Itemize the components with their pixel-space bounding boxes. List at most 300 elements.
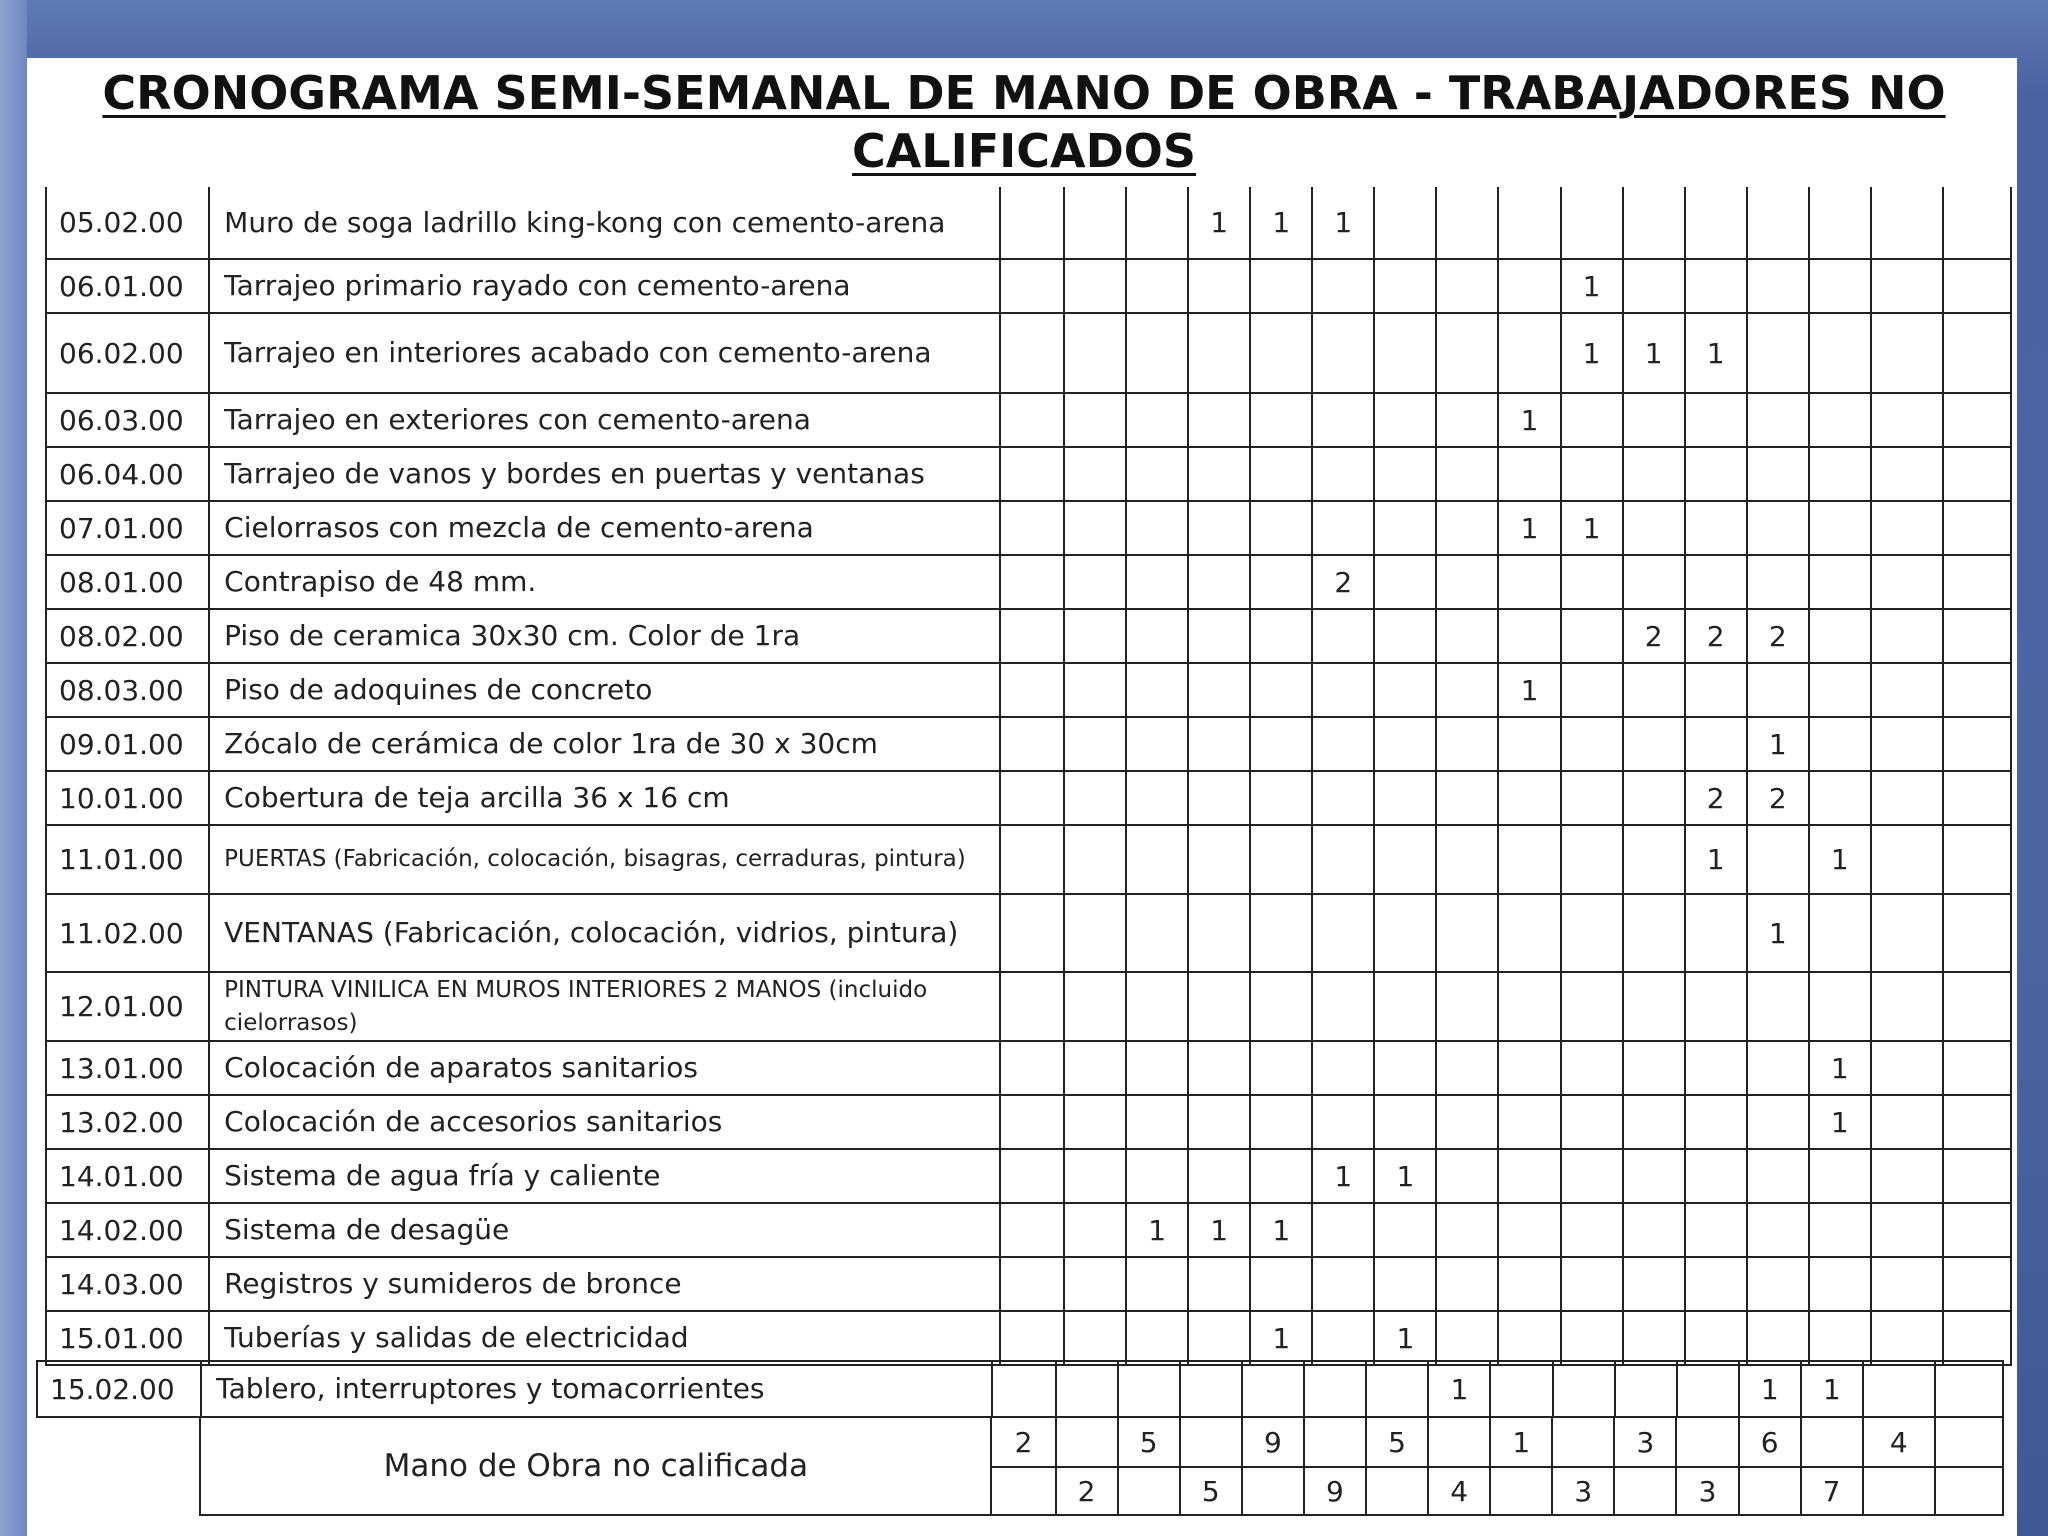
period-cell [1809,771,1871,825]
total-value: 4 [1428,1467,1490,1515]
period-cell [1685,555,1747,609]
period-cell [1747,447,1809,501]
period-cell [1118,1361,1180,1417]
period-cell [1685,1095,1747,1149]
item-description: Sistema de desagüe [209,1203,1000,1257]
period-cell [1863,1361,1935,1417]
period-cell [1000,447,1064,501]
period-cell [1126,555,1188,609]
period-cell: 1 [1809,825,1871,894]
period-cell [1498,717,1560,771]
period-cell [1623,1095,1685,1149]
period-cell [1809,501,1871,555]
period-cell [1871,717,1943,771]
period-cell [1064,1311,1126,1365]
period-cell: 1 [1188,1203,1250,1257]
period-cell [1685,259,1747,313]
period-cell [1436,501,1498,555]
period-cell [1436,972,1498,1041]
item-code: 11.01.00 [46,825,209,894]
period-cell [1312,1203,1374,1257]
period-cell [1312,259,1374,313]
total-value [1801,1417,1863,1467]
period-cell [1312,1041,1374,1095]
period-cell [1188,1149,1250,1203]
page-title [0,64,2048,180]
period-cell [1436,555,1498,609]
period-cell [1436,447,1498,501]
period-cell [1436,313,1498,393]
period-cell [1685,447,1747,501]
period-cell [1871,1041,1943,1095]
period-cell [1000,1203,1064,1257]
period-cell [1188,393,1250,447]
table-row [46,1257,2011,1311]
period-cell [1943,717,2011,771]
period-cell [1188,501,1250,555]
period-cell [1064,771,1126,825]
period-cell [1871,771,1943,825]
period-cell [1871,894,1943,972]
period-cell [1561,1203,1623,1257]
period-cell: 1 [1188,187,1250,259]
period-cell [1126,663,1188,717]
period-cell [1809,187,1871,259]
period-cell [1250,771,1312,825]
period-cell [1000,609,1064,663]
total-value: 5 [1180,1467,1242,1515]
period-cell [1126,393,1188,447]
period-cell [1871,187,1943,259]
title-line-2: CALIFICADOS [851,124,1197,178]
total-value: 9 [1304,1467,1366,1515]
period-cell [1809,1149,1871,1203]
period-cell [1498,1149,1560,1203]
item-code: 07.01.00 [46,501,209,555]
period-cell [1685,1203,1747,1257]
item-description: Piso de adoquines de concreto [209,663,1000,717]
total-value [1180,1417,1242,1467]
period-cell [1064,1041,1126,1095]
period-cell [1242,1361,1304,1417]
period-cell [1809,894,1871,972]
period-cell [1561,187,1623,259]
period-cell [1000,1095,1064,1149]
period-cell [1943,1095,2011,1149]
table-row [46,259,2011,313]
period-cell: 1 [1250,187,1312,259]
period-cell: 1 [1739,1361,1801,1417]
period-cell [1064,1095,1126,1149]
table-row [46,555,2011,609]
period-cell [1871,1203,1943,1257]
period-cell [1561,447,1623,501]
period-cell [1312,972,1374,1041]
period-cell [1498,313,1560,393]
total-value: 2 [1056,1467,1118,1515]
item-code: 14.03.00 [46,1257,209,1311]
item-code: 14.02.00 [46,1203,209,1257]
total-value: 6 [1739,1417,1801,1467]
period-cell [1250,447,1312,501]
period-cell [1871,313,1943,393]
period-cell [1747,1203,1809,1257]
period-cell [1312,1311,1374,1365]
period-cell [1436,771,1498,825]
schedule-table [45,187,2012,1366]
period-cell [1561,663,1623,717]
labor-total-table [36,1416,2004,1516]
item-description: Cielorrasos con mezcla de cemento-arena [209,501,1000,555]
total-value: 5 [1118,1417,1180,1467]
period-cell [1064,1149,1126,1203]
item-description: PUERTAS (Fabricación, colocación, bisagras, cerraduras, pintura) [209,825,1000,894]
period-cell [1000,717,1064,771]
period-cell [1000,972,1064,1041]
period-cell [1126,313,1188,393]
period-cell [1623,894,1685,972]
item-description: Tarrajeo de vanos y bordes en puertas y ventanas [209,447,1000,501]
total-value [991,1467,1055,1515]
period-cell [1561,1095,1623,1149]
item-description: Tarrajeo primario rayado con cemento-arena [209,259,1000,313]
item-description: Tablero, interruptores y tomacorrientes [201,1361,992,1417]
period-cell [1623,393,1685,447]
period-cell [1498,259,1560,313]
table-row [46,771,2011,825]
table-row [46,187,2011,259]
period-cell [1561,1311,1623,1365]
total-value: 9 [1242,1417,1304,1467]
item-code: 12.01.00 [46,972,209,1041]
item-code: 06.02.00 [46,313,209,393]
total-value [1935,1417,2003,1467]
period-cell [1250,1149,1312,1203]
period-cell [1623,972,1685,1041]
period-cell [1064,1257,1126,1311]
period-cell: 1 [1747,717,1809,771]
period-cell: 2 [1685,771,1747,825]
period-cell: 2 [1747,609,1809,663]
period-cell [1126,825,1188,894]
total-value [1304,1417,1366,1467]
table-row [46,313,2011,393]
period-cell [1623,501,1685,555]
period-cell [1809,447,1871,501]
period-cell [1871,972,1943,1041]
period-cell: 1 [1623,313,1685,393]
period-cell [1747,393,1809,447]
period-cell [1561,972,1623,1041]
period-cell [1747,555,1809,609]
period-cell [1188,555,1250,609]
total-value [1863,1467,1935,1515]
period-cell [1809,393,1871,447]
period-cell [1064,609,1126,663]
period-cell: 1 [1561,259,1623,313]
period-cell [1126,1041,1188,1095]
total-value [1935,1467,2003,1515]
period-cell [1250,663,1312,717]
period-cell [1000,894,1064,972]
item-description: Sistema de agua fría y caliente [209,1149,1000,1203]
item-code: 13.02.00 [46,1095,209,1149]
period-cell [1126,187,1188,259]
period-cell [1623,1041,1685,1095]
total-value [1552,1417,1614,1467]
period-cell [1943,972,2011,1041]
period-cell [1436,825,1498,894]
period-cell [1561,1041,1623,1095]
period-cell [1126,609,1188,663]
period-cell [1685,1257,1747,1311]
total-value: 1 [1490,1417,1552,1467]
period-cell [1498,555,1560,609]
item-code: 06.03.00 [46,393,209,447]
period-cell [1943,313,2011,393]
period-cell [1685,393,1747,447]
item-code: 10.01.00 [46,771,209,825]
item-description: Tuberías y salidas de electricidad [209,1311,1000,1365]
period-cell [1943,501,2011,555]
period-cell: 1 [1561,501,1623,555]
total-value [1118,1467,1180,1515]
period-cell [1943,1041,2011,1095]
table-row [46,609,2011,663]
period-cell [1436,187,1498,259]
period-cell [1188,609,1250,663]
period-cell [1747,1041,1809,1095]
item-description: Piso de ceramica 30x30 cm. Color de 1ra [209,609,1000,663]
period-cell [1250,825,1312,894]
period-cell [1943,894,2011,972]
period-cell: 1 [1747,894,1809,972]
period-cell [1126,1095,1188,1149]
period-cell [1943,1257,2011,1311]
period-cell [1250,717,1312,771]
period-cell [1943,1311,2011,1365]
period-cell: 2 [1685,609,1747,663]
period-cell [1436,894,1498,972]
period-cell [1943,1203,2011,1257]
period-cell [1374,717,1436,771]
total-value: 4 [1863,1417,1935,1467]
title-line-1: CRONOGRAMA SEMI-SEMANAL DE MANO DE OBRA - TRABAJADORES NO [102,66,1946,120]
period-cell [1312,663,1374,717]
table-row [46,894,2011,972]
period-cell [1436,393,1498,447]
item-description: Tarrajeo en exteriores con cemento-arena [209,393,1000,447]
item-code: 15.02.00 [37,1361,201,1417]
period-cell [992,1361,1056,1417]
item-code: 14.01.00 [46,1149,209,1203]
period-cell [1374,609,1436,663]
period-cell [1374,1257,1436,1311]
period-cell [1126,1257,1188,1311]
period-cell [1623,259,1685,313]
period-cell [1747,1311,1809,1365]
period-cell [1126,717,1188,771]
total-spacer [36,1417,200,1515]
period-cell [1943,771,2011,825]
period-cell [1312,447,1374,501]
period-cell [1188,259,1250,313]
period-cell [1000,1311,1064,1365]
period-cell [1871,393,1943,447]
item-description: PINTURA VINILICA EN MUROS INTERIORES 2 MANOS (incluido cielorrasos) [209,972,1000,1041]
period-cell [1188,717,1250,771]
period-cell [1685,717,1747,771]
period-cell [1374,663,1436,717]
period-cell [1623,1203,1685,1257]
period-cell [1809,609,1871,663]
period-cell [1000,555,1064,609]
period-cell [1871,1311,1943,1365]
period-cell [1490,1361,1552,1417]
item-code: 06.01.00 [46,259,209,313]
period-cell [1747,313,1809,393]
period-cell [1312,894,1374,972]
table-row [46,393,2011,447]
period-cell [1374,894,1436,972]
period-cell [1188,825,1250,894]
period-cell [1064,972,1126,1041]
item-description: Tarrajeo en interiores acabado con cemento-arena [209,313,1000,393]
period-cell [1064,259,1126,313]
total-value: 2 [991,1417,1055,1467]
schedule-last-row-table [36,1360,2004,1418]
period-cell [1943,447,2011,501]
period-cell [1374,972,1436,1041]
period-cell [1188,1311,1250,1365]
period-cell [1188,1095,1250,1149]
period-cell [1561,1149,1623,1203]
total-value [1366,1467,1428,1515]
period-cell [1000,259,1064,313]
period-cell [1498,1095,1560,1149]
period-cell [1374,447,1436,501]
period-cell [1943,825,2011,894]
period-cell [1685,1041,1747,1095]
period-cell [1064,825,1126,894]
period-cell [1677,1361,1739,1417]
period-cell [1498,771,1560,825]
item-code: 08.03.00 [46,663,209,717]
period-cell [1374,501,1436,555]
period-cell [1498,1203,1560,1257]
period-cell [1685,187,1747,259]
period-cell [1935,1361,2003,1417]
period-cell [1250,894,1312,972]
period-cell [1188,663,1250,717]
period-cell [1685,894,1747,972]
period-cell [1436,259,1498,313]
item-description: Colocación de accesorios sanitarios [209,1095,1000,1149]
period-cell: 1 [1498,663,1560,717]
period-cell [1188,771,1250,825]
item-code: 13.01.00 [46,1041,209,1095]
period-cell [1809,1311,1871,1365]
table-row [46,501,2011,555]
period-cell [1623,1149,1685,1203]
total-value [1676,1417,1738,1467]
period-cell [1366,1361,1428,1417]
period-cell [1312,771,1374,825]
period-cell [1312,1095,1374,1149]
period-cell [1498,894,1560,972]
period-cell [1056,1361,1118,1417]
table-row [46,663,2011,717]
period-cell [1000,1041,1064,1095]
period-cell [1312,825,1374,894]
period-cell [1188,313,1250,393]
period-cell [1000,825,1064,894]
period-cell [1188,894,1250,972]
period-cell [1871,259,1943,313]
period-cell [1809,663,1871,717]
period-cell [1561,771,1623,825]
period-cell [1809,717,1871,771]
period-cell [1623,447,1685,501]
period-cell [1436,663,1498,717]
period-cell: 1 [1685,825,1747,894]
item-code: 11.02.00 [46,894,209,972]
item-code: 09.01.00 [46,717,209,771]
period-cell [1623,825,1685,894]
period-cell [1374,771,1436,825]
period-cell [1871,447,1943,501]
period-cell [1623,1257,1685,1311]
period-cell [1064,1203,1126,1257]
period-cell [1064,501,1126,555]
period-cell [1250,1041,1312,1095]
period-cell [1615,1361,1677,1417]
period-cell [1312,393,1374,447]
period-cell [1871,1095,1943,1149]
period-cell: 1 [1312,187,1374,259]
period-cell [1943,609,2011,663]
period-cell [1188,447,1250,501]
period-cell [1623,187,1685,259]
period-cell [1436,1041,1498,1095]
period-cell [1374,393,1436,447]
period-cell [1623,663,1685,717]
period-cell [1000,771,1064,825]
period-cell [1250,972,1312,1041]
table-row [46,717,2011,771]
period-cell [1436,717,1498,771]
period-cell [1943,555,2011,609]
period-cell [1250,501,1312,555]
period-cell [1871,1257,1943,1311]
period-cell [1498,825,1560,894]
period-cell [1064,555,1126,609]
period-cell: 1 [1685,313,1747,393]
period-cell [1064,393,1126,447]
period-cell [1126,771,1188,825]
period-cell [1250,1095,1312,1149]
period-cell [1685,1311,1747,1365]
period-cell [1623,717,1685,771]
total-value: 3 [1552,1467,1614,1515]
total-value [1739,1467,1801,1515]
period-cell: 1 [1374,1149,1436,1203]
total-value: 7 [1801,1467,1863,1515]
period-cell: 1 [1809,1041,1871,1095]
period-cell [1809,1257,1871,1311]
period-cell [1747,1149,1809,1203]
total-value: 3 [1614,1417,1676,1467]
